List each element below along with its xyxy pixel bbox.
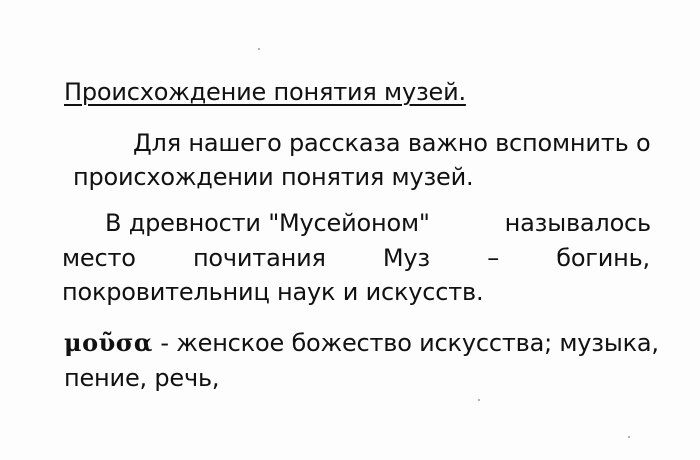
- paragraph-1-line-2: происхождении понятия музей.: [73, 163, 474, 191]
- paragraph-2-line-2: [62, 244, 650, 272]
- word-mesto: место: [62, 244, 136, 272]
- paragraph-2-line-1: [105, 209, 651, 237]
- scan-speck: [258, 48, 260, 50]
- scan-speck: [478, 399, 480, 401]
- word-pochitaniya: почитания: [192, 244, 326, 272]
- paragraph-2-line-1-part-b: называлось: [504, 209, 651, 237]
- paragraph-3-line-2: пение, речь,: [64, 364, 220, 392]
- page-title: Происхождение понятия музей.: [64, 78, 466, 106]
- paragraph-1-line-1: Для нашего рассказа важно вспомнить о: [133, 129, 651, 157]
- greek-word: μοῦσα: [64, 328, 153, 357]
- paragraph-2-line-1-part-a: В древности "Мусейоном": [105, 209, 430, 237]
- word-muz: Муз: [382, 244, 430, 272]
- scan-speck: [628, 436, 630, 438]
- word-boginy: богинь,: [556, 244, 650, 272]
- paragraph-2-line-3: покровительниц наук и искусств.: [62, 278, 484, 306]
- dash: –: [487, 244, 500, 272]
- paragraph-3-line-1-rest: - женское божество искусства; музыка,: [152, 329, 659, 357]
- paragraph-3-line-1: [64, 328, 659, 357]
